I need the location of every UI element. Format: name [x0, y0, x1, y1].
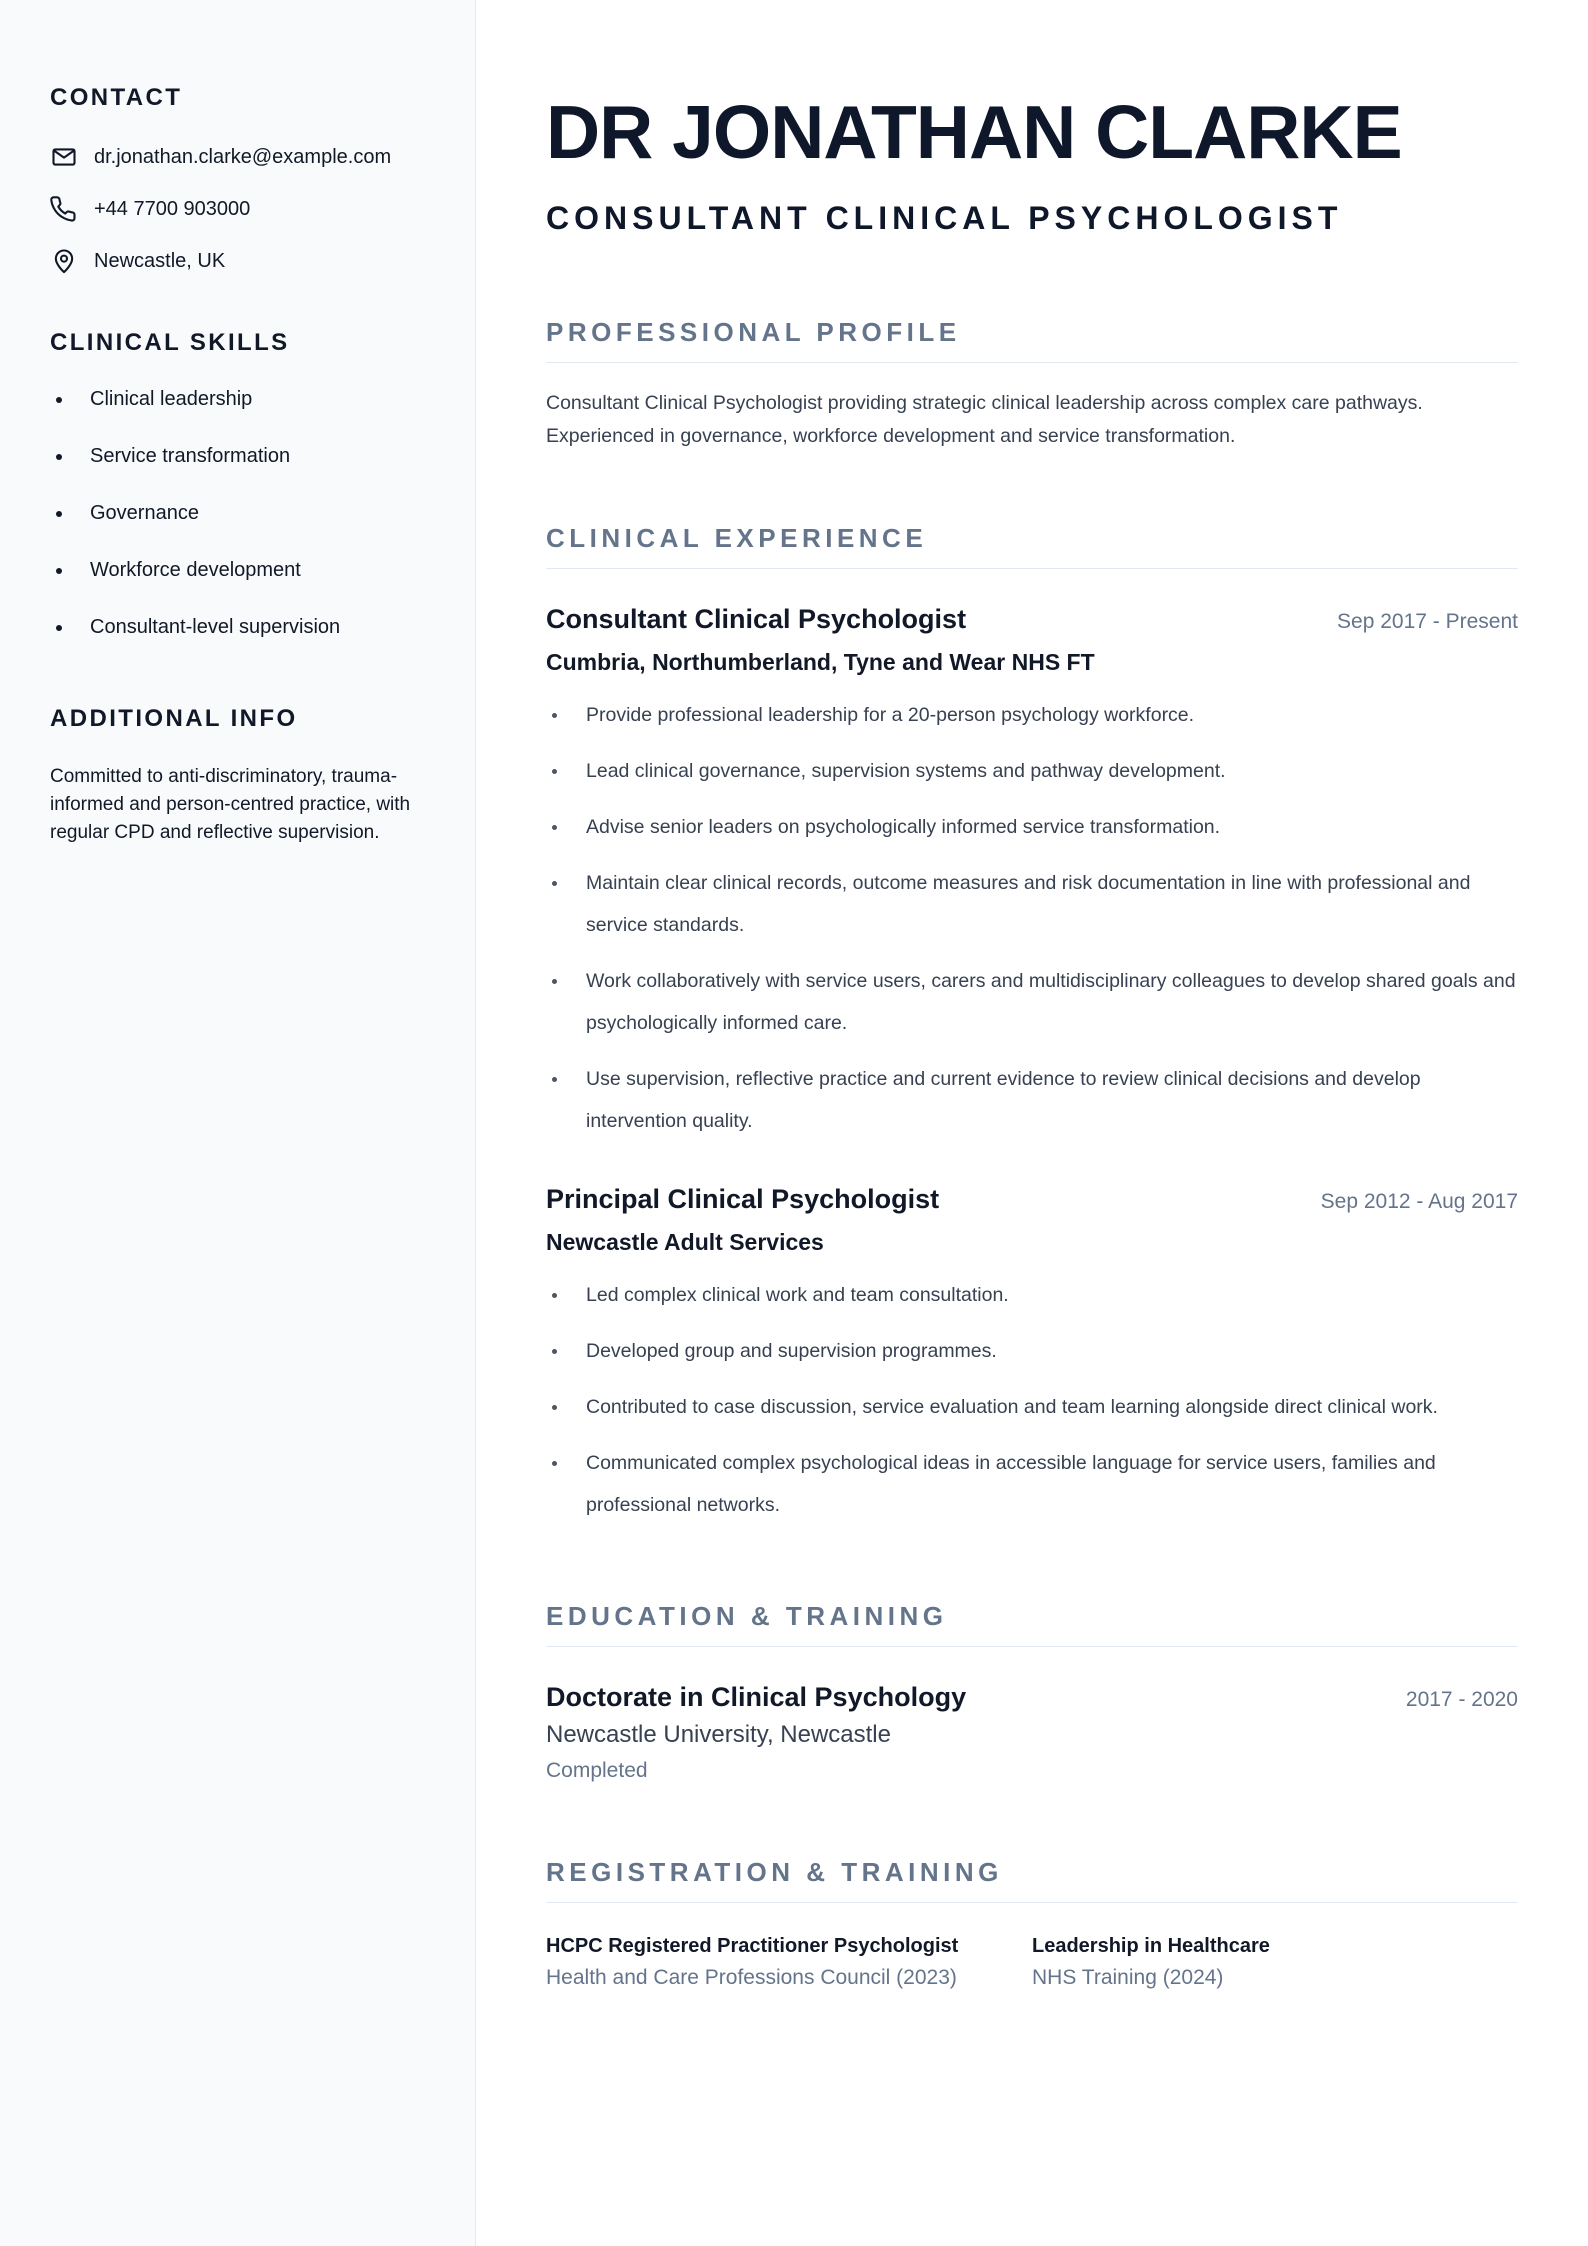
skill-item: Clinical leadership — [50, 385, 425, 413]
phone-text: +44 7700 903000 — [94, 197, 251, 220]
job-bullet: Communicated complex psychological ideas in accessible language for service users, families and professional networks. — [546, 1442, 1518, 1526]
registration-section — [546, 1856, 1518, 1993]
registration-name: Leadership in Healthcare — [1032, 1935, 1270, 1957]
job-entry — [546, 1182, 1518, 1526]
profile-text: Consultant Clinical Psychologist providing strategic clinical leadership across complex care pathways. Experienced in governance, workforce development and service transformation. — [546, 392, 1423, 447]
job-bullets — [546, 1274, 1518, 1526]
job-entry — [546, 602, 1518, 1142]
job-title: Principal Clinical Psychologist — [546, 1184, 940, 1214]
job-bullet: Work collaboratively with service users, carers and multidisciplinary colleagues to develop shared goals and psychologically informed care. — [546, 960, 1518, 1044]
additional-info-heading: ADDITIONAL INFO — [50, 705, 298, 732]
job-bullet: Led complex clinical work and team consultation. — [546, 1274, 1518, 1316]
degree-school: Newcastle University, Newcastle — [546, 1721, 891, 1748]
profile-section — [546, 316, 1518, 453]
job-bullet: Provide professional leadership for a 20-person psychology workforce. — [546, 694, 1518, 736]
job-bullet: Developed group and supervision programmes. — [546, 1330, 1518, 1372]
additional-info-text: Committed to anti-discriminatory, trauma-informed and person-centred practice, with regular CPD and reflective supervision. — [50, 766, 411, 843]
skill-item: Workforce development — [50, 556, 425, 584]
profile-heading: PROFESSIONAL PROFILE — [546, 316, 1518, 363]
degree-title: Doctorate in Clinical Psychology — [546, 1682, 967, 1712]
contact-email[interactable] — [50, 143, 425, 171]
email-text: dr.jonathan.clarke@example.com — [94, 145, 392, 168]
registration-item — [1032, 1933, 1518, 1993]
skill-item: Governance — [50, 499, 425, 527]
candidate-name: DR JONATHAN CLARKE — [546, 90, 1402, 174]
skills-list — [50, 385, 425, 641]
skill-item: Service transformation — [50, 442, 425, 470]
job-bullets — [546, 694, 1518, 1142]
job-title: Consultant Clinical Psychologist — [546, 604, 967, 634]
education-entry — [546, 1680, 1518, 1786]
sidebar — [0, 0, 476, 2246]
job-organisation: Cumbria, Northumberland, Tyne and Wear NHS FT — [546, 649, 1095, 675]
contact-location — [50, 247, 425, 275]
mail-icon — [50, 143, 78, 171]
job-organisation: Newcastle Adult Services — [546, 1229, 824, 1255]
experience-section — [546, 522, 1518, 1526]
registration-grid — [546, 1933, 1518, 1993]
phone-icon — [50, 195, 78, 223]
job-bullet: Contributed to case discussion, service evaluation and team learning alongside direct clinical work. — [546, 1386, 1518, 1428]
location-text: Newcastle, UK — [94, 249, 226, 272]
degree-years: 2017 - 2020 — [1405, 1688, 1518, 1711]
job-dates: Sep 2012 - Aug 2017 — [1320, 1190, 1518, 1213]
skills-heading: CLINICAL SKILLS — [50, 329, 290, 356]
degree-status: Completed — [546, 1759, 648, 1782]
location-pin-icon — [50, 247, 78, 275]
skill-item: Consultant-level supervision — [50, 613, 425, 641]
job-bullet: Advise senior leaders on psychologically informed service transformation. — [546, 806, 1518, 848]
registration-body: Health and Care Professions Council (2023) — [546, 1966, 957, 1989]
education-heading: EDUCATION & TRAINING — [546, 1600, 1518, 1647]
job-bullet: Lead clinical governance, supervision systems and pathway development. — [546, 750, 1518, 792]
contact-phone[interactable] — [50, 195, 425, 223]
main-content — [476, 0, 1588, 2246]
job-bullet: Use supervision, reflective practice and current evidence to review clinical decisions and develop intervention quality. — [546, 1058, 1518, 1142]
registration-heading: REGISTRATION & TRAINING — [546, 1856, 1518, 1903]
contact-heading: CONTACT — [50, 84, 183, 111]
candidate-title: CONSULTANT CLINICAL PSYCHOLOGIST — [546, 200, 1343, 236]
experience-heading: CLINICAL EXPERIENCE — [546, 522, 1518, 569]
education-section — [546, 1600, 1518, 1786]
registration-item — [546, 1933, 1032, 1993]
registration-body: NHS Training (2024) — [1032, 1966, 1224, 1989]
registration-name: HCPC Registered Practitioner Psychologist — [546, 1935, 959, 1957]
job-dates: Sep 2017 - Present — [1337, 610, 1518, 633]
job-bullet: Maintain clear clinical records, outcome measures and risk documentation in line with professional and service standards. — [546, 862, 1518, 946]
contact-list — [50, 143, 425, 275]
